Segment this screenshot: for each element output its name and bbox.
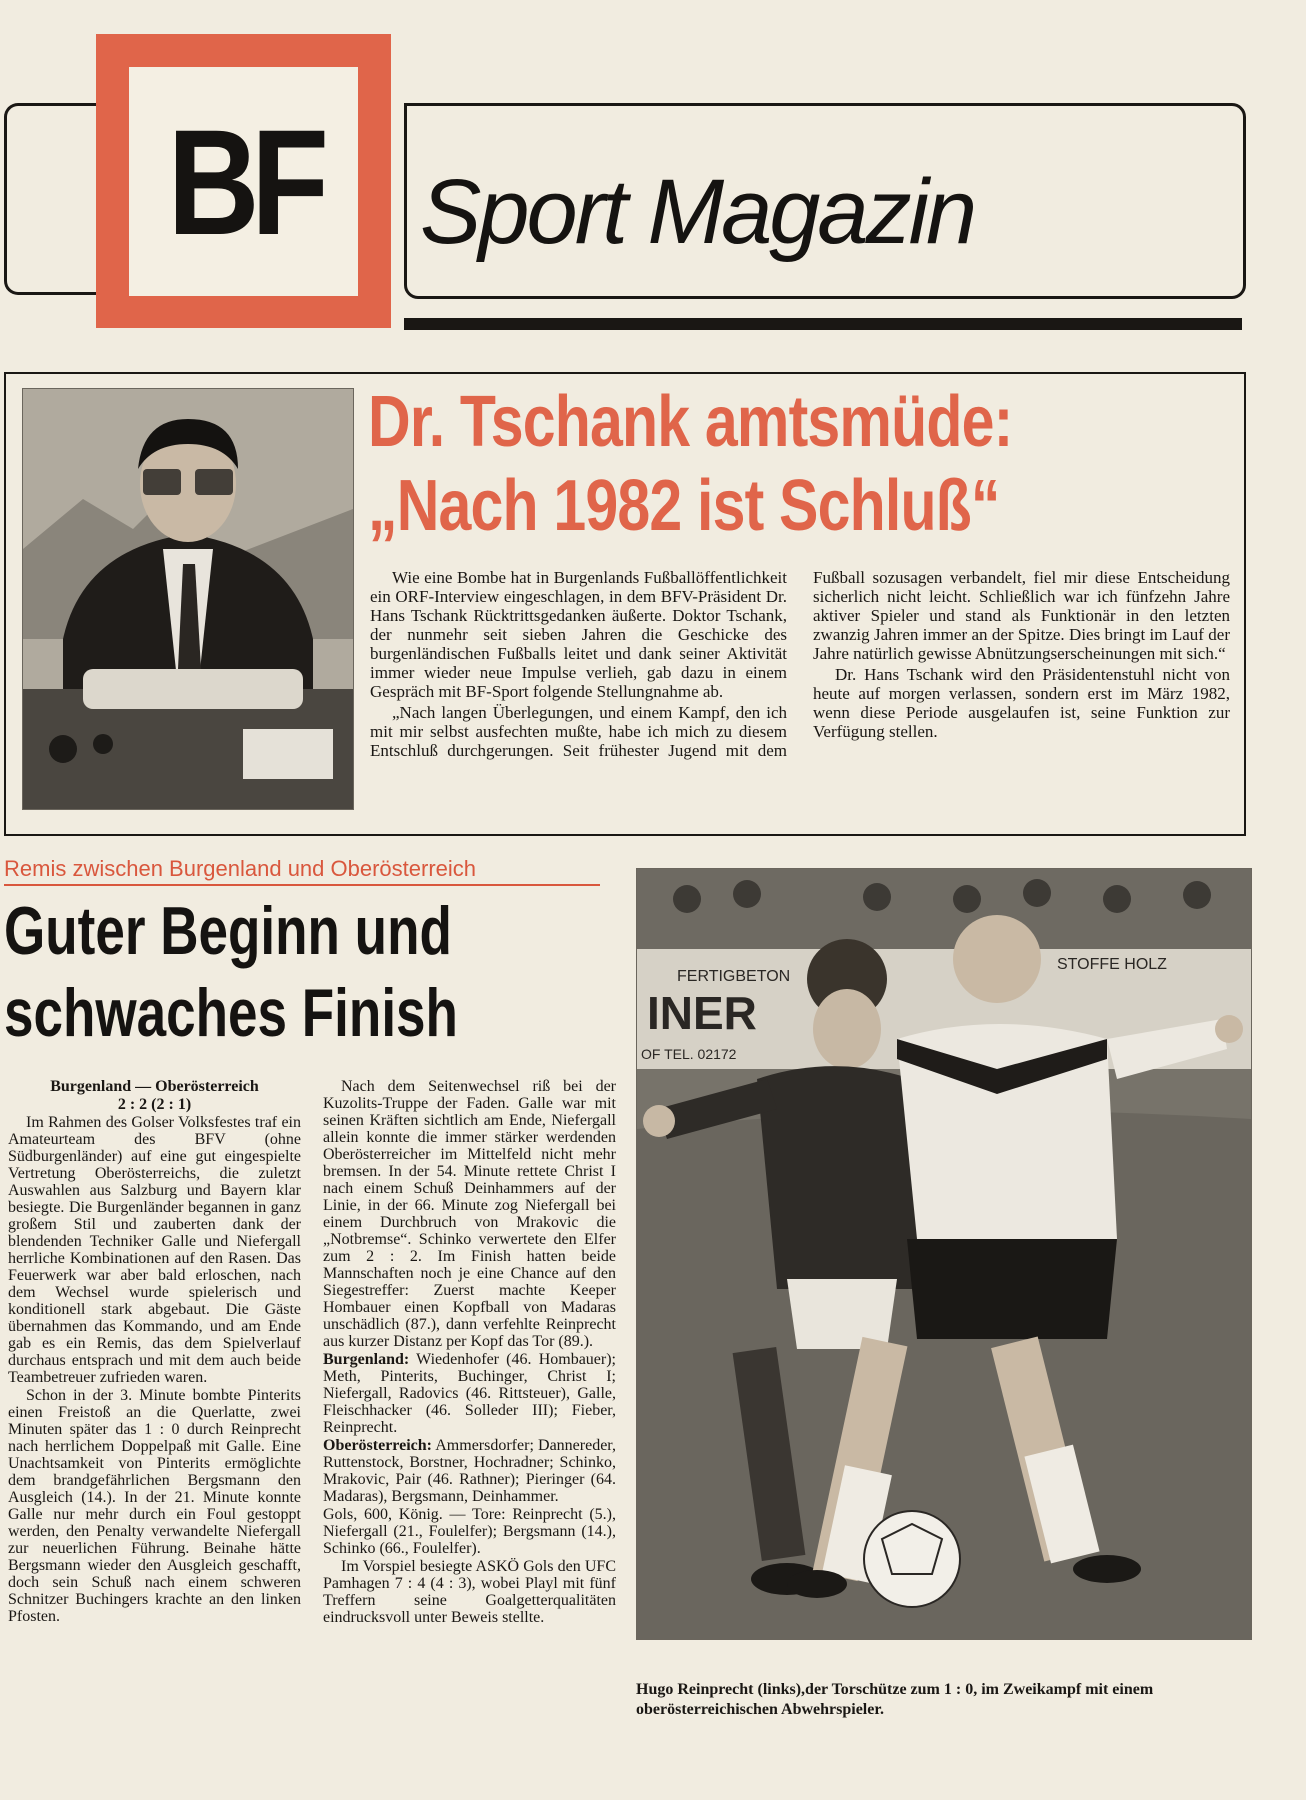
portrait-photo: [22, 388, 354, 810]
article-paragraph: Dr. Hans Tschank wird den Präsidentenstuhl nicht von heute auf morgen verlassen, sondern erst im März 1982, wenn diese Periode ausgelaufen ist, seine Funktion zur Verfügung stellen.: [813, 665, 1230, 741]
portrait-illustration: [23, 389, 353, 809]
article-paragraph: Im Rahmen des Golser Volksfestes traf ein Amateurteam des BFV (ohne Südburgenländer) auf eine gut eingespielte Vertretung Oberösterreichs, die zuletzt Auswahlen aus Salzburg und Bayern klar besiegte. Die Burgenländer begannen in ganz großem Stil und zauberten dank der blendenden Techniker Galle und Niefergall herrliche Kombinationen auf den Rasen. Das Feuerwerk war aber bald erloschen, nach dem Wechsel wurde spielerisch und konditionell stark abgebaut. Die Gäste übernahmen das Kommando, und am Ende gab es ein Remis, das dem Spielverlauf durchaus entsprach und mit dem auch beide Teambetreuer zufrieden waren.: [8, 1114, 301, 1386]
headline-guter-beginn: [4, 890, 503, 1054]
match-photo: [636, 868, 1252, 1640]
masthead-title: Sport Magazin: [420, 161, 975, 263]
match-title: Burgenland — Oberösterreich: [50, 1078, 259, 1095]
lineup-oberoesterreich: [323, 1437, 616, 1505]
lineup-oberoesterreich-label: Oberösterreich:: [323, 1437, 432, 1454]
bf-logo: [96, 34, 391, 328]
banner-text-1: FERTIGBETON: [677, 968, 791, 985]
headline-guter-beginn-line1: Guter Beginn und: [4, 893, 452, 969]
article-paragraph: Schon in der 3. Minute bombte Pinterits einen Freistoß an die Querlatte, zwei Minuten später das 1 : 0 durch Reinprecht nach herrlichem Doppelpaß mit Galle. Eine Unachtsamkeit von Pinterits ermöglichte dem brandgefährlichen Bergsmann den Ausgleich (14.). In der 21. Minute konnte Galle nur mehr durch ein Foul gestoppt werden, den Penalty verwandelte Niefergall zur neuerlichen Führung. Beinahe hätte Bergsmann wieder den Ausgleich geschafft, doch sein Schuß nach einem schweren Schnitzer Buchingers krachte an den linken Pfosten.: [8, 1387, 301, 1625]
masthead-frame-left: [4, 103, 107, 295]
kicker-remis: Remis zwischen Burgenland und Oberösterreich: [4, 856, 600, 886]
lineup-oberoesterreich-text: Ammersdorfer; Dannereder, Ruttenstock, Borstner, Hochradner; Schinko, Mrakovic, Pair (46. Rathner); Pieringer (64. Madaras), Bergsmann, Deinhammer.: [323, 1437, 616, 1505]
top-article-body: [370, 568, 1230, 818]
masthead-rule: [404, 318, 1242, 330]
banner-text-3: OF TEL. 02172: [641, 1046, 737, 1062]
article-paragraph: „Nach langen Überlegungen, und einem Kampf, den ich mit mir selbst ausfechten mußte, habe ich mich zu diesem Entschluß durchgerungen. Seit frühester Jugend mit dem Fußball sozusagen verbandelt, fiel mir diese Entscheidung sicherlich nicht leicht. Schließlich war ich fünfzehn Jahre aktiver Spieler und stand als Funktionär in den letzten zwanzig Jahren immer an der Spitze. Dies bringt im Lauf der Jahre natürlich gewisse Abnützungserscheinungen mit sich.“: [370, 568, 1230, 760]
headline-tschank: [368, 380, 1081, 548]
bottom-article-body: [8, 1078, 616, 1778]
lineup-burgenland-label: Burgenland:: [323, 1351, 410, 1368]
match-photo-illustration: [637, 869, 1251, 1639]
banner-text-2: INER: [647, 987, 757, 1039]
headline-tschank-line2: „Nach 1982 ist Schluß“: [368, 466, 1000, 546]
lineup-burgenland-text: Wiedenhofer (46. Hombauer); Meth, Pinterits, Buchinger, Christ I; Niefergall, Radovics (46. Rittsteuer), Galle, Fleischhacker (46. Solleder III); Fieber, Reinprecht.: [323, 1351, 616, 1436]
banner-text-right: STOFFE HOLZ: [1057, 956, 1167, 973]
bf-logo-inner: [129, 67, 358, 296]
article-paragraph: Nach dem Seitenwechsel riß bei der Kuzolits-Truppe der Faden. Galle war mit seinen Kräften sichtlich am Ende, Niefergall allein konnte die immer stärker werdenden Oberösterreicher im Mittelfeld nicht mehr bremsen. In der 54. Minute rettete Christ I nach einem Schuß Deinhammers auf der Linie, in der 66. Minute zog Niefergall bei einem Durchbruch von Mrakovic die „Notbremse“. Schinko verwertete den Elfer zum 2 : 2. Im Finish hatten beide Mannschaften noch je eine Chance auf den Siegestreffer: Zuerst machte Keeper Hombauer einen Kopfball von Madaras unschädlich (87.), dann verfehlte Reinprecht aus kurzer Distanz per Kopf das Tor (89.).: [323, 1078, 616, 1350]
match-stats: Gols, 600, König. — Tore: Reinprecht (5.), Niefergall (21., Foulelfer); Bergsmann (14.), Schinko (66., Foulelfer).: [323, 1506, 616, 1557]
article-paragraph: Wie eine Bombe hat in Burgenlands Fußballöffentlichkeit ein ORF-Interview eingeschlagen, in dem BFV-Präsident Dr. Hans Tschank Rücktrittsgedanken äußerte. Doktor Tschank, der nunmehr seit sieben Jahren die Geschicke des burgenländischen Fußballs leitet und dank seiner Aktivität immer wieder neue Impulse verlieh, gab dazu in einem Gespräch mit BF-Sport folgende Stellungnahme ab.: [370, 568, 787, 701]
headline-guter-beginn-line2: schwaches Finish: [4, 975, 458, 1051]
bf-logo-text: BF: [167, 97, 320, 266]
match-result: 2 : 2 (2 : 1): [117, 1096, 192, 1113]
prelim-match: Im Vorspiel besiegte ASKÖ Gols den UFC Pamhagen 7 : 4 (4 : 3), wobei Playl mit fünf Treffern seine Goalgetterqualitäten eindrucksvoll unter Beweis stellte.: [323, 1558, 616, 1626]
photo-caption: Hugo Reinprecht (links),der Torschütze zum 1 : 0, im Zweikampf mit einem oberösterreichischen Abwehrspieler.: [636, 1681, 1154, 1718]
lineup-burgenland: [323, 1351, 616, 1436]
headline-tschank-line1: Dr. Tschank amtsmüde:: [368, 382, 1013, 462]
